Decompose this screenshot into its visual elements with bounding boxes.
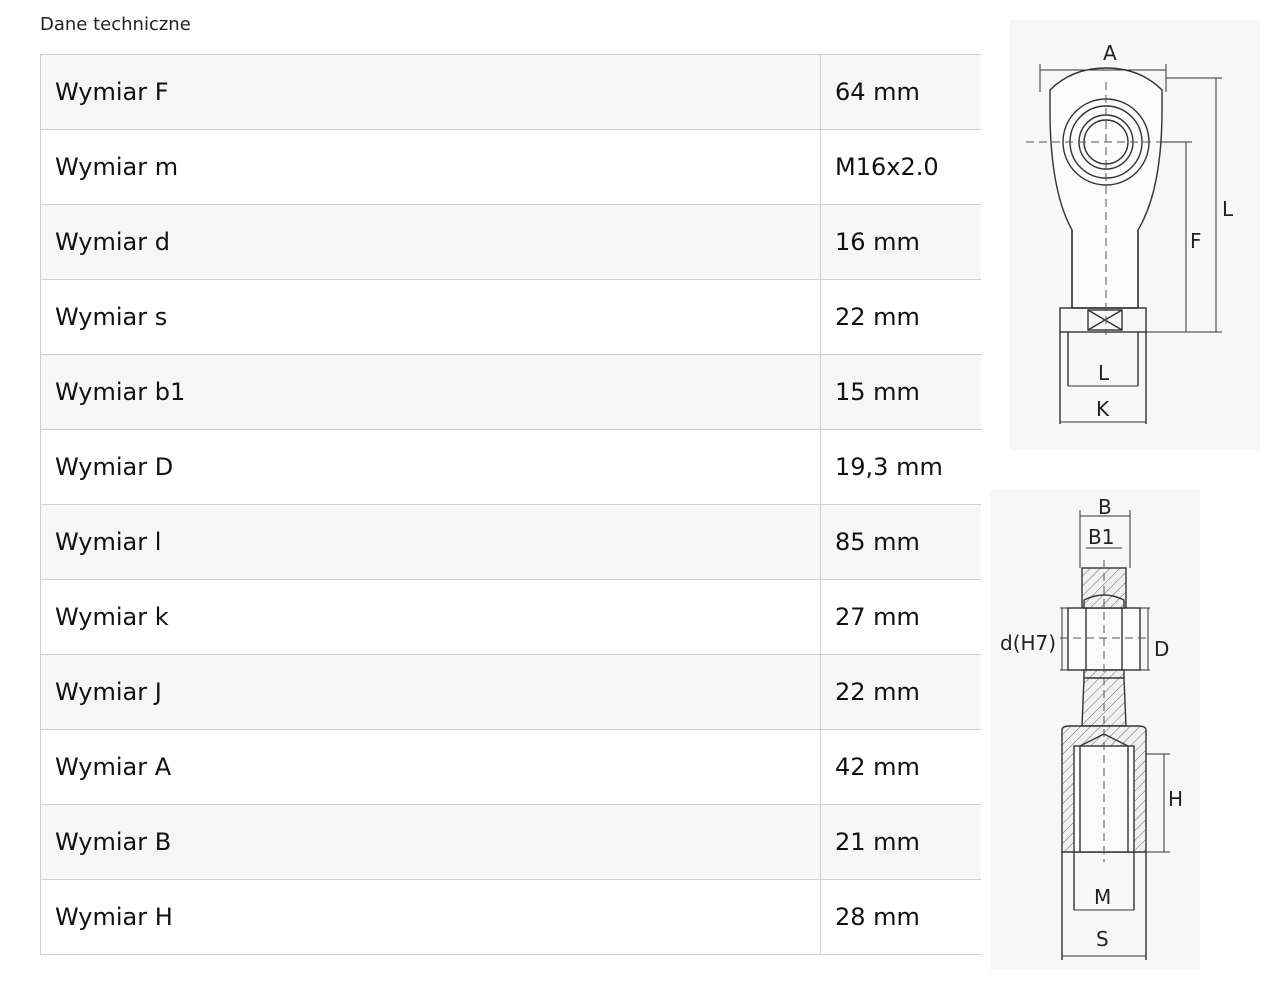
dim-label-L-inner: L: [1098, 361, 1110, 385]
spec-value: 42 mm: [821, 730, 981, 805]
spec-value: 85 mm: [821, 505, 981, 580]
spec-label: Wymiar l: [41, 505, 821, 580]
spec-value: 15 mm: [821, 355, 981, 430]
spec-label: Wymiar J: [41, 655, 821, 730]
spec-value: 22 mm: [821, 655, 981, 730]
spec-label: Wymiar D: [41, 430, 821, 505]
table-row: [41, 805, 981, 880]
table-row: [41, 580, 981, 655]
spec-value: 22 mm: [821, 280, 981, 355]
dim-label-A: A: [1103, 41, 1117, 65]
dim-label-K: K: [1096, 397, 1110, 421]
dim-label-d: d(H7): [1000, 631, 1057, 655]
dim-label-L: L: [1222, 197, 1234, 221]
table-row: [41, 280, 981, 355]
dim-label-B: B: [1098, 495, 1112, 519]
rod-end-side-section: [990, 490, 1200, 970]
table-row: [41, 355, 981, 430]
dim-label-H: H: [1168, 787, 1184, 811]
spec-label: Wymiar b1: [41, 355, 821, 430]
spec-value: 19,3 mm: [821, 430, 981, 505]
table-row: [41, 730, 981, 805]
table-row: [41, 505, 981, 580]
spec-label: Wymiar s: [41, 280, 821, 355]
spec-value: 27 mm: [821, 580, 981, 655]
section-title: Dane techniczne: [40, 14, 191, 35]
spec-value: M16x2.0: [821, 130, 981, 205]
spec-value: 16 mm: [821, 205, 981, 280]
spec-label: Wymiar B: [41, 805, 821, 880]
spec-label: Wymiar H: [41, 880, 821, 955]
spec-table: [40, 54, 981, 955]
dim-label-B1: B1: [1088, 525, 1115, 549]
spec-value: 21 mm: [821, 805, 981, 880]
spec-label: Wymiar A: [41, 730, 821, 805]
spec-label: Wymiar d: [41, 205, 821, 280]
dim-label-S: S: [1096, 927, 1109, 951]
dim-label-M: M: [1094, 885, 1112, 909]
spec-value: 64 mm: [821, 55, 981, 130]
rod-end-front-view: [1010, 20, 1260, 450]
table-row: [41, 55, 981, 130]
dim-label-D: D: [1154, 637, 1170, 661]
spec-label: Wymiar F: [41, 55, 821, 130]
table-row: [41, 205, 981, 280]
spec-value: 28 mm: [821, 880, 981, 955]
spec-label: Wymiar m: [41, 130, 821, 205]
table-row: [41, 655, 981, 730]
spec-label: Wymiar k: [41, 580, 821, 655]
table-row: [41, 430, 981, 505]
table-row: [41, 880, 981, 955]
dim-label-F: F: [1190, 229, 1202, 253]
table-row: [41, 130, 981, 205]
